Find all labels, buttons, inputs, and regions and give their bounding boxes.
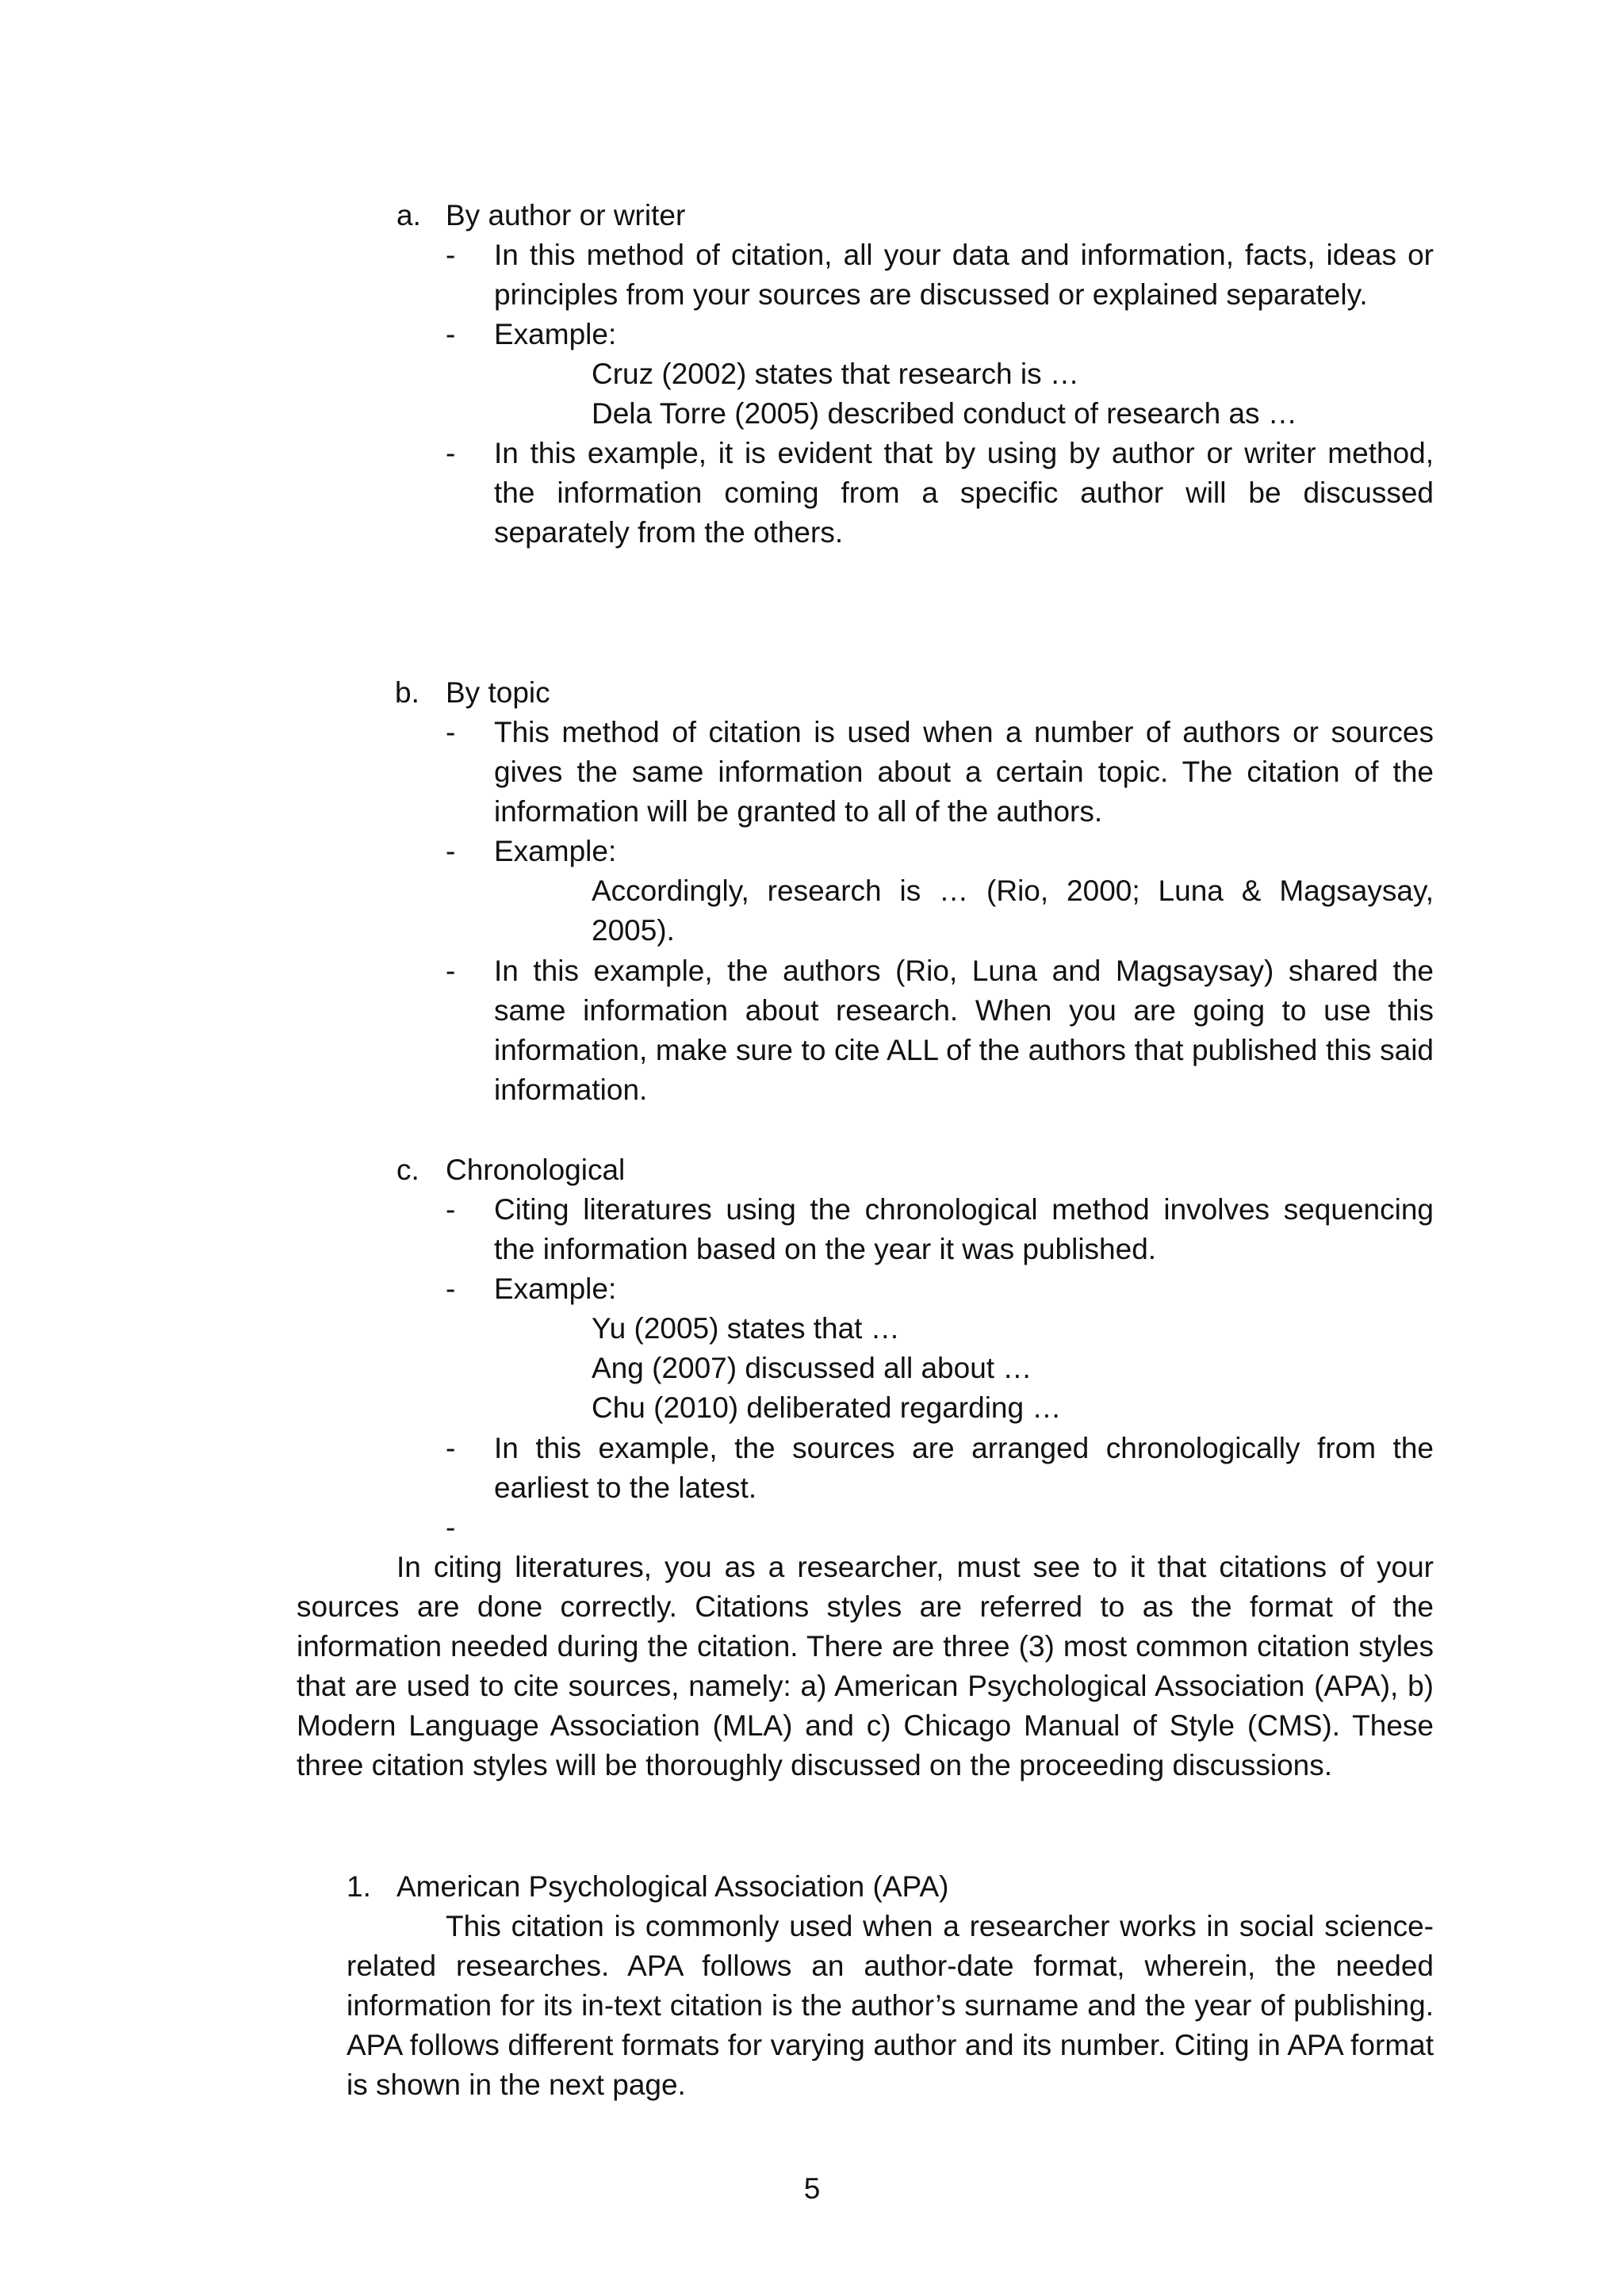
section-a-dash-1: - <box>446 239 456 271</box>
section-a-example <box>592 354 1297 434</box>
section-a-example-label: Example: <box>494 318 617 350</box>
apa-heading: American Psychological Association (APA) <box>396 1870 949 1903</box>
intro-paragraph: In citing literatures, you as a researcher, must see to it that citations of your sources are done correctly. Citations styles are referred to as the format of the information needed during the citation. There are three (3) most common citation styles that are used to cite sources, namely: a) American Psychological Association (APA), b) Modern Language Association (MLA) and c) Chicago Manual of Style (CMS). These three citation styles will be thoroughly discussed on the proceeding discussions. <box>297 1551 1434 1781</box>
apa-marker: 1. <box>347 1870 371 1903</box>
section-c-heading: Chronological <box>446 1154 626 1186</box>
section-b-bullet-3: In this example, the authors (Rio, Luna and Magsaysay) shared the same information about research. When you are going to use this information, make sure to cite ALL of the authors that published this said information. <box>494 955 1434 1106</box>
section-b-marker: b. <box>395 676 419 709</box>
section-c-example-line-1: Yu (2005) states that … <box>592 1312 900 1345</box>
section-c-bullet-1: Citing literatures using the chronological method involves sequencing the information based on the year it was published. <box>494 1193 1434 1265</box>
section-a-example-line-2: Dela Torre (2005) described conduct of research as … <box>592 397 1297 430</box>
page-number: 5 <box>803 2172 821 2205</box>
section-c-bullet-3: In this example, the sources are arranged chronologically from the earliest to the latest. <box>494 1432 1434 1504</box>
section-c-marker: c. <box>396 1154 419 1186</box>
section-b-dash-2: - <box>446 835 456 867</box>
section-c-example-line-2: Ang (2007) discussed all about … <box>592 1352 1032 1384</box>
section-a-example-line-1: Cruz (2002) states that research is … <box>592 358 1079 390</box>
section-c-example-line-3: Chu (2010) deliberated regarding … <box>592 1391 1062 1424</box>
section-a-marker: a. <box>396 199 421 232</box>
section-a-dash-2: - <box>446 318 456 350</box>
section-a-bullet-3: In this example, it is evident that by using by author or writer method, the information coming from a specific author will be discussed separately from the others. <box>494 437 1434 549</box>
section-b-bullet-1: This method of citation is used when a number of authors or sources gives the same information about a certain topic. The citation of the information will be granted to all of the authors. <box>494 716 1434 828</box>
section-a-dash-3: - <box>446 437 456 469</box>
section-b-dash-3: - <box>446 955 456 987</box>
section-c-example <box>592 1309 1061 1428</box>
section-a-heading: By author or writer <box>446 199 686 232</box>
section-b-dash-1: - <box>446 716 456 748</box>
section-b-heading: By topic <box>446 676 550 709</box>
section-c-dash-2: - <box>446 1272 456 1305</box>
section-a-bullet-1: In this method of citation, all your data and information, facts, ideas or principles from your sources are discussed or explained separately. <box>494 239 1434 311</box>
section-b-example-label: Example: <box>494 835 617 867</box>
section-c-example-label: Example: <box>494 1272 617 1305</box>
section-c-dash-1: - <box>446 1193 456 1226</box>
apa-paragraph: This citation is commonly used when a researcher works in social science-related researches. APA follows an author-date format, wherein, the needed information for its in-text citation is the author’s surname and the year of publishing. APA follows different formats for varying author and its number. Citing in APA format is shown in the next page. <box>347 1910 1434 2101</box>
section-c-dash-4: - <box>446 1511 456 1544</box>
section-b-example-text: Accordingly, research is … (Rio, 2000; Luna & Magsaysay, 2005). <box>592 874 1434 947</box>
section-c-dash-3: - <box>446 1432 456 1464</box>
